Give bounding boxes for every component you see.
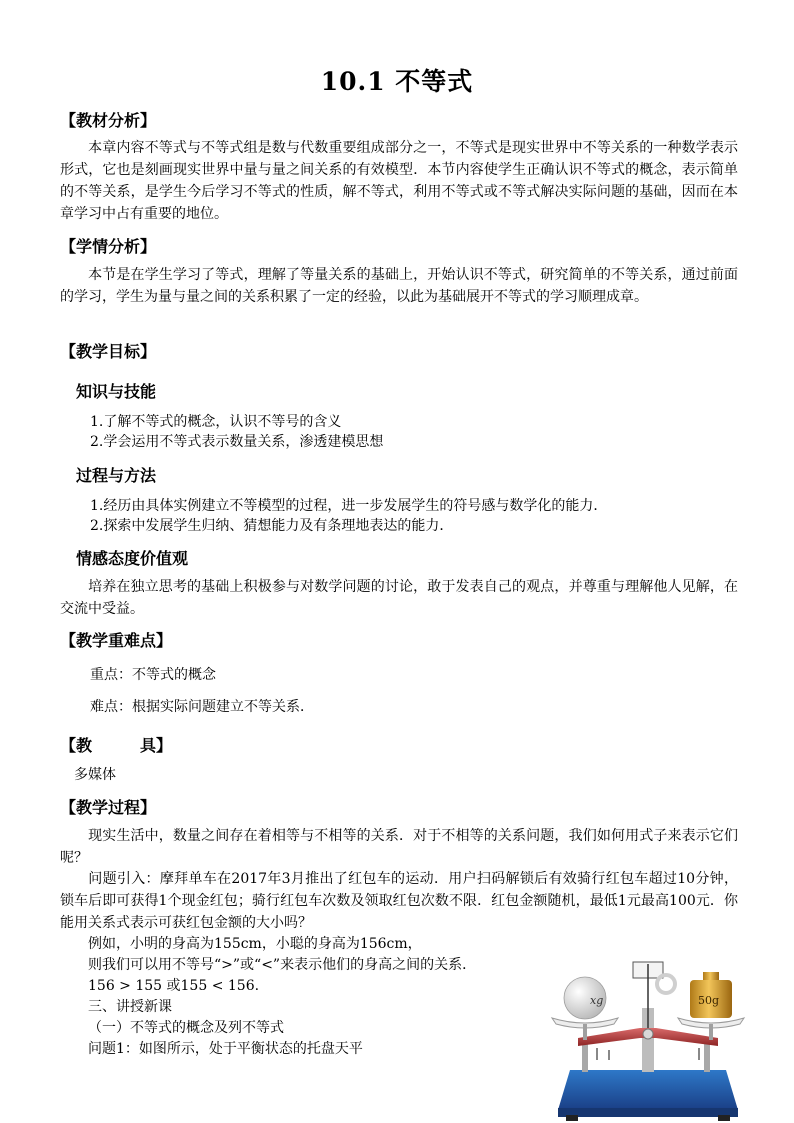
subheading-knowledge-skills: 知识与技能	[76, 382, 157, 401]
heading-key-points: 【教学重难点】	[60, 631, 173, 650]
ball-label: xg	[590, 994, 604, 1007]
process-item-1: 1.经历由具体实例建立不等模型的过程，进一步发展学生的符号感与数学化的能力．	[90, 498, 608, 514]
paragraph-emotion-values	[60, 576, 738, 620]
heading-material-analysis: 【教材分析】	[60, 111, 157, 130]
knowledge-item-1: 1.了解不等式的概念，认识不等号的含义	[90, 414, 342, 430]
paragraph-process-question	[60, 868, 738, 934]
student-analysis-text: 本节是在学生学习了等式，理解了等量关系的基础上，开始认识不等式，研究简单的不等关系，通过前面的学习，学生为量与量之间的关系积累了一定的经验，以此为基础展开不等式的学习顺理成章。	[60, 267, 738, 305]
process-item-2: 2.探索中发展学生归纳、猜想能力及有条理地表达的能力．	[90, 518, 454, 534]
process-line-4: 三、讲授新课	[88, 999, 172, 1015]
process-intro-text: 现实生活中，数量之间存在着相等与不相等的关系．对于不相等的关系问题，我们如何用式子来表示它们呢？	[60, 828, 738, 866]
process-line-6: 问题1：如图所示，处于平衡状态的托盘天平	[88, 1041, 363, 1057]
emotion-values-text: 培养在独立思考的基础上积极参与对数学问题的讨论，敢于发表自己的观点，并尊重与理解他人见解，在交流中受益。	[60, 579, 738, 617]
pin	[596, 1048, 598, 1060]
process-line-2: 则我们可以用不等号“>”或“<”来表示他们的身高之间的关系．	[88, 957, 477, 973]
heading-teaching-process: 【教学过程】	[60, 798, 157, 817]
beam-pivot	[643, 1029, 653, 1039]
material-analysis-text: 本章内容不等式与不等式组是数与代数重要组成部分之一，不等式是现实世界中不等关系的一种数学表示形式，它也是刻画现实世界中量与量之间关系的有效模型．本节内容使学生正确认识不等式的概念，表示简单的不等关系，是学生今后学习不等式的性质，解不等式，利用不等式或不等式解决实际问题的基础，因而在本章学习中占有重要的地位。	[60, 140, 738, 222]
balance-scale-illustration	[548, 958, 748, 1123]
page-title: 10.1 不等式	[320, 67, 474, 96]
heading-student-analysis: 【学情分析】	[60, 237, 157, 256]
paragraph-material-analysis	[60, 137, 738, 225]
scale-base	[558, 1070, 738, 1110]
difficult-point-text: 难点：根据实际问题建立不等关系．	[90, 699, 314, 715]
side-knob	[657, 975, 675, 993]
knowledge-item-2: 2.学会运用不等式表示数量关系，渗透建模思想	[90, 434, 384, 450]
right-support	[704, 1044, 710, 1072]
right-pan-stem	[709, 1024, 713, 1040]
heading-teaching-tools: 【教 具】	[60, 736, 173, 755]
pin	[608, 1050, 610, 1060]
scale-foot-left	[566, 1115, 578, 1121]
paragraph-process-intro	[60, 825, 738, 869]
heading-teaching-goals: 【教学目标】	[60, 342, 157, 361]
scale-foot-right	[718, 1115, 730, 1121]
teaching-tools-text: 多媒体	[74, 767, 116, 783]
subheading-process-methods: 过程与方法	[76, 466, 157, 485]
process-line-1: 例如，小明的身高为155cm，小聪的身高为156cm，	[88, 936, 422, 952]
weight-label: 50g	[698, 994, 720, 1007]
pin	[698, 1048, 700, 1060]
process-line-3: 156 > 155 或155 < 156.	[88, 978, 260, 994]
left-pan-stem	[583, 1024, 587, 1040]
key-point-text: 重点：不等式的概念	[90, 667, 216, 683]
process-question-text: 问题引入：摩拜单车在2017年3月推出了红包车的运动．用户扫码解锁后有效骑行红包车超过10分钟，锁车后即可获得1个现金红包；骑行红包车次数及领取红包次数不限．红包金额随机，最低1元最高100元．你能用关系式表示可获红包金额的大小吗？	[60, 871, 738, 931]
weight-knob	[703, 972, 719, 980]
left-support	[582, 1044, 588, 1072]
process-line-5: （一）不等式的概念及列不等式	[88, 1020, 284, 1036]
scale-base-edge	[558, 1108, 738, 1117]
paragraph-student-analysis	[60, 264, 738, 308]
subheading-emotion-values: 情感态度价值观	[76, 549, 189, 568]
